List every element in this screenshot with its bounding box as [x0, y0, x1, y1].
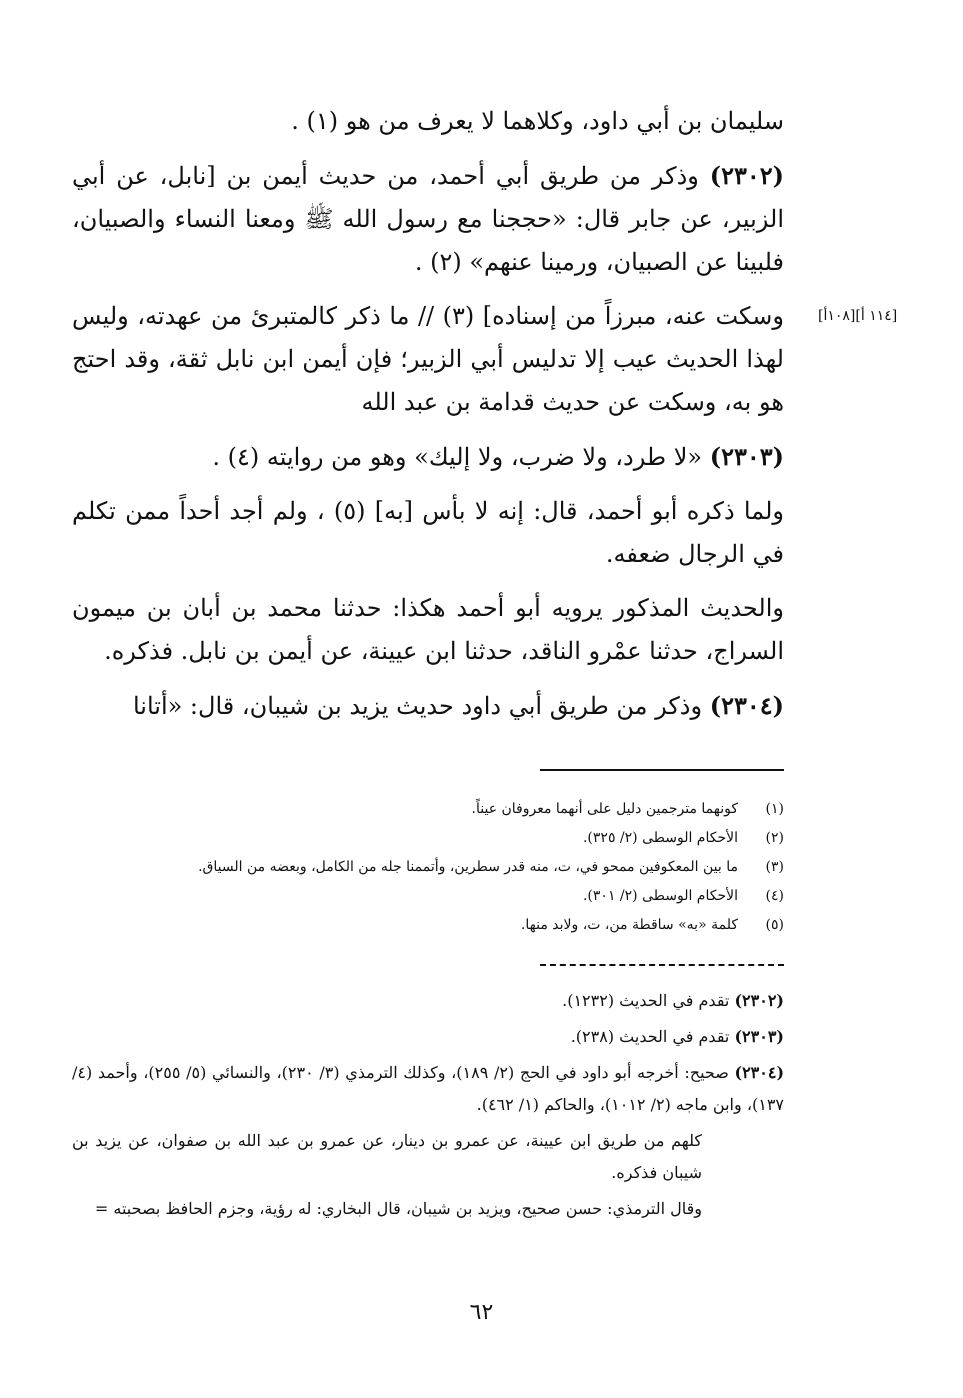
note-number: (٢٣٠٢)	[734, 991, 784, 1010]
footnote	[72, 795, 784, 824]
note-kulluhum: كلهم من طريق ابن عيينة، عن عمرو بن دينار، عن عمرو بن عبد الله بن صفوان، عن يزيد بن شيبان فذكره.	[72, 1131, 702, 1182]
notes-divider	[540, 964, 784, 966]
paragraph-sulayman: سليمان بن أبي داود، وكلاهما لا يعرف من هو (١) .	[291, 107, 784, 135]
footnote	[72, 911, 784, 940]
hadith-number: (٢٣٠٣)	[709, 442, 784, 471]
hadith-2302	[72, 154, 784, 284]
note-text: صحيح: أخرجه أبو داود في الحج (٢/ ١٨٩)، وكذلك الترمذي (٣/ ٢٣٠)، والنسائي (٥/ ٢٥٥)، وأحمد (٤/ ١٣٧)، وابن ماجه (٢/ ١٠١٢)، والحاكم (١/ ٤٦٢).	[72, 1063, 784, 1114]
hadith-text: وذكر من طريق أبي داود حديث يزيد بن شيبان، قال: «أتانا	[132, 692, 710, 720]
footnote-text: الأحكام الوسطى (٢/ ٣٢٥).	[582, 830, 738, 846]
note-tirmidhi: وقال الترمذي: حسن صحيح، ويزيد بن شيبان، قال البخاري: له رؤية، وجزم الحافظ بصحبته =	[94, 1199, 702, 1218]
footnote	[72, 853, 784, 882]
footnote-number: (١)	[765, 801, 784, 817]
note-number: (٢٣٠٣)	[734, 1027, 784, 1046]
note-2304	[72, 1057, 784, 1121]
hadith-number: (٢٣٠٢)	[709, 161, 784, 190]
note-text: تقدم في الحديث (٢٣٨).	[570, 1027, 735, 1046]
footnote-text: ما بين المعكوفين ممحو في، ت، منه قدر سطرين، وأتممنا جله من الكامل، وبعضه من السياق.	[198, 859, 738, 875]
paragraph-lamma: ولما ذكره أبو أحمد، قال: إنه لا بأس [به] (٥) ، ولم أجد أحداً ممن تكلم في الرجال ضعفه.	[72, 497, 784, 568]
takhrij-notes	[72, 985, 784, 1229]
page-number: ٦٢	[469, 1300, 494, 1325]
footnote-number: (٢)	[765, 830, 784, 846]
footnote-text: الأحكام الوسطى (٢/ ٣٠١).	[582, 888, 738, 904]
footnote-number: (٥)	[765, 917, 784, 933]
footnote-text: كلمة «به» ساقطة من، ت، ولابد منها.	[520, 917, 738, 933]
hadith-number: (٢٣٠٤)	[709, 691, 784, 720]
paragraph-hadith-chain: والحديث المذكور يرويه أبو أحمد هكذا: حدثنا محمد بن أبان بن ميمون السراج، حدثنا عمْرو الناقد، حدثنا ابن عيينة، عن أيمن بن نابل. فذكره.	[72, 594, 784, 665]
hadith-2304	[72, 684, 784, 728]
footnote	[72, 882, 784, 911]
footnote	[72, 824, 784, 853]
hadith-text: وذكر من طريق أبي أحمد، من حديث أيمن بن [نابل، عن أبي الزبير، عن جابر قال: «حججنا مع رسول الله ﷺ ومعنا النساء والصبيان، فلبينا عن الصبيان، ورمينا عنهم» (٢) .	[72, 162, 784, 276]
footnote-number: (٣)	[765, 859, 784, 875]
note-2302	[72, 985, 784, 1017]
paragraph-sakata: وسكت عنه، مبرزاً من إسناده] (٣) // ما ذكر كالمتبرئ من عهدته، وليس لهذا الحديث عيب إلا تدليس أبي الزبير؛ فإن أيمن ابن نابل ثقة، وقد احتج هو به، وسكت عن حديث قدامة بن عبد الله	[72, 302, 784, 416]
manuscript-folio-reference: [١١٤ أ][١٠٨أ]	[818, 308, 898, 324]
hadith-text: «لا طرد، ولا ضرب، ولا إليك» وهو من روايته (٤) .	[212, 443, 710, 471]
note-text: تقدم في الحديث (١٢٣٢).	[562, 991, 735, 1010]
hadith-2303	[72, 435, 784, 479]
footnote-text: كونهما مترجمين دليل على أنهما معروفان عيناً.	[471, 801, 738, 817]
footnote-divider	[540, 769, 784, 771]
main-text	[72, 100, 784, 739]
note-2303	[72, 1021, 784, 1053]
footnotes	[72, 795, 784, 940]
footnote-number: (٤)	[765, 888, 784, 904]
note-number: (٢٣٠٤)	[734, 1063, 785, 1082]
